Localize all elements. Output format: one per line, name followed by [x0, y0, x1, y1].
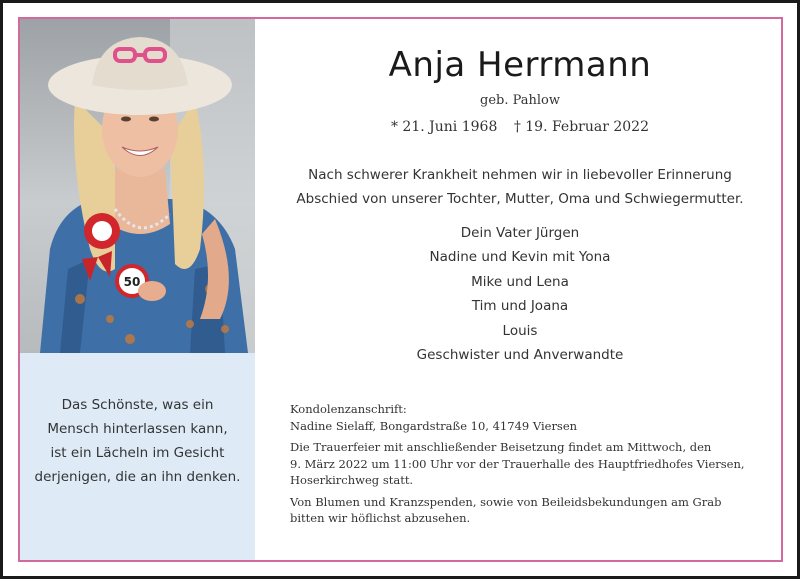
mourner-entry: Louis: [502, 322, 538, 339]
intro-line: Abschied von unserer Tochter, Mutter, Oma und Schwiegermutter.: [296, 191, 744, 207]
badge-number: 50: [123, 275, 141, 289]
birth-date: * 21. Juni 1968: [390, 119, 498, 135]
funeral-line: 9. März 2022 um 11:00 Uhr vor der Trauerhalle des Hauptfriedhofes Viersen,: [290, 456, 745, 471]
left-column: [20, 19, 255, 560]
life-dates: [258, 119, 782, 135]
info-block: [290, 396, 760, 532]
quote-line: Mensch hinterlassen kann,: [47, 421, 228, 437]
portrait-illustration: [20, 19, 255, 353]
quote-line: Das Schönste, was ein: [61, 397, 214, 413]
funeral-line: Die Trauerfeier mit anschließender Beisetzung findet am Mittwoch, den: [290, 440, 712, 454]
mourner-entry: Mike und Lena: [471, 273, 569, 290]
portrait-photo: [20, 19, 255, 353]
mourner-entry: Tim und Joana: [471, 298, 569, 315]
flowers-line: Von Blumen und Kranzspenden, sowie von Beileidsbekundungen am Grab: [290, 494, 722, 509]
mourner-entry: Dein Vater Jürgen: [460, 225, 580, 241]
intro-text: [258, 163, 782, 211]
birth-name: geb. Pahlow: [480, 93, 560, 108]
flowers-line: bitten wir höflichst abzusehen.: [290, 511, 471, 525]
mourners-list: [258, 221, 782, 367]
funeral-line: Hoserkirchweg statt.: [290, 473, 414, 487]
memorial-quote: [20, 393, 255, 489]
mourner-entry: Geschwister und Anverwandte: [416, 347, 624, 364]
mourner-entry: Nadine und Kevin mit Yona: [429, 249, 611, 266]
quote-line: derjenigen, die an ihn denken.: [34, 469, 241, 485]
condolence-address: Nadine Sielaff, Bongardstraße 10, 41749 Viersen: [290, 418, 578, 433]
condolence-label: Kondolenzanschrift:: [290, 402, 407, 416]
intro-line: Nach schwerer Krankheit nehmen wir in liebevoller Erinnerung: [308, 167, 732, 183]
deceased-name: Anja Herrmann: [388, 45, 652, 85]
quote-line: ist ein Lächeln im Gesicht: [50, 445, 225, 461]
death-date: † 19. Februar 2022: [513, 119, 649, 135]
